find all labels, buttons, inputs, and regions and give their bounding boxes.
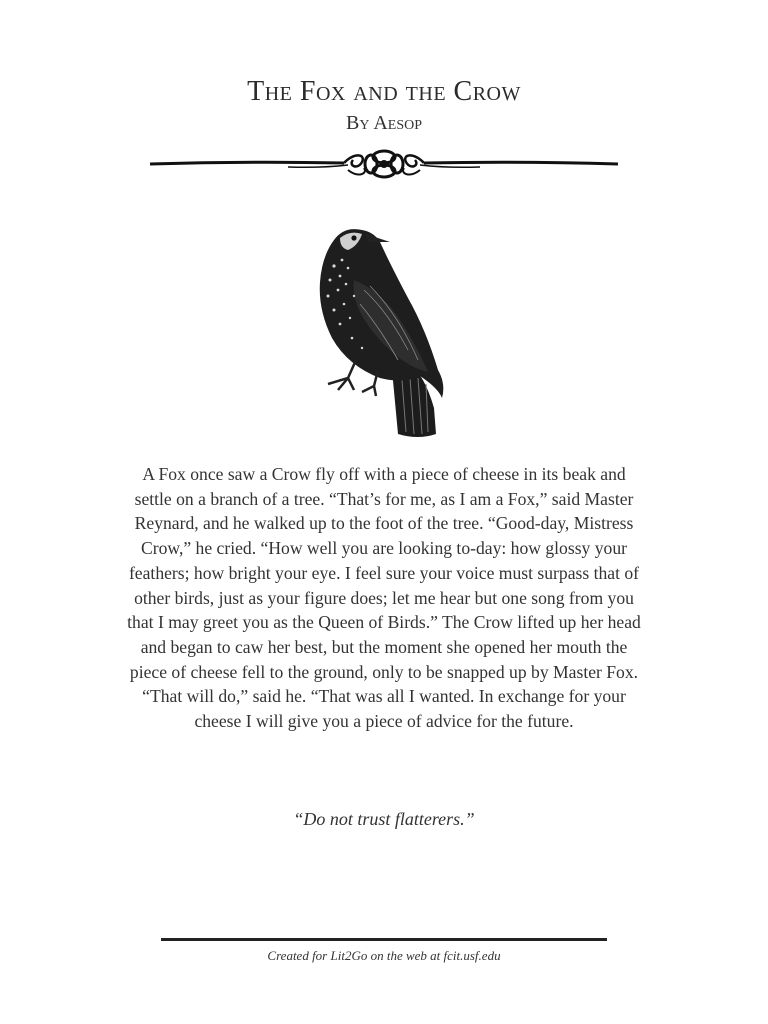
story-moral: “Do not trust flatterers.” [293,809,475,829]
footer-credit: Created for Lit2Go on the web at fcit.usf.edu [267,948,501,963]
page-title: The Fox and the Crow [247,76,521,107]
crow-illustration [314,220,464,442]
story-body: A Fox once saw a Crow fly off with a piece of cheese in its beak and settle on a branch of a tree. “That’s for me, as I am a Fox,” said Master Reynard, and he walked up to the foot of the tree. “Good-day, Mistress Crow,” he cried. “How well you are looking to-day: how glossy your feathers; how bright your eye. I feel sure your voice must surpass that of other birds, just as your figure does; let me hear but one song from you that I may greet you as the Queen of Birds.” The Crow lifted up her head and began to caw her best, but the moment she opened her mouth the piece of cheese fell to the ground, only to be snapped up by Master Fox. “That will do,” said he. “That was all I wanted. In exchange for your cheese I will give you a piece of advice for the future. [127,464,641,732]
ornament-divider-icon [148,144,620,184]
footer-divider [161,938,607,941]
author-byline: By Aesop [345,112,423,134]
